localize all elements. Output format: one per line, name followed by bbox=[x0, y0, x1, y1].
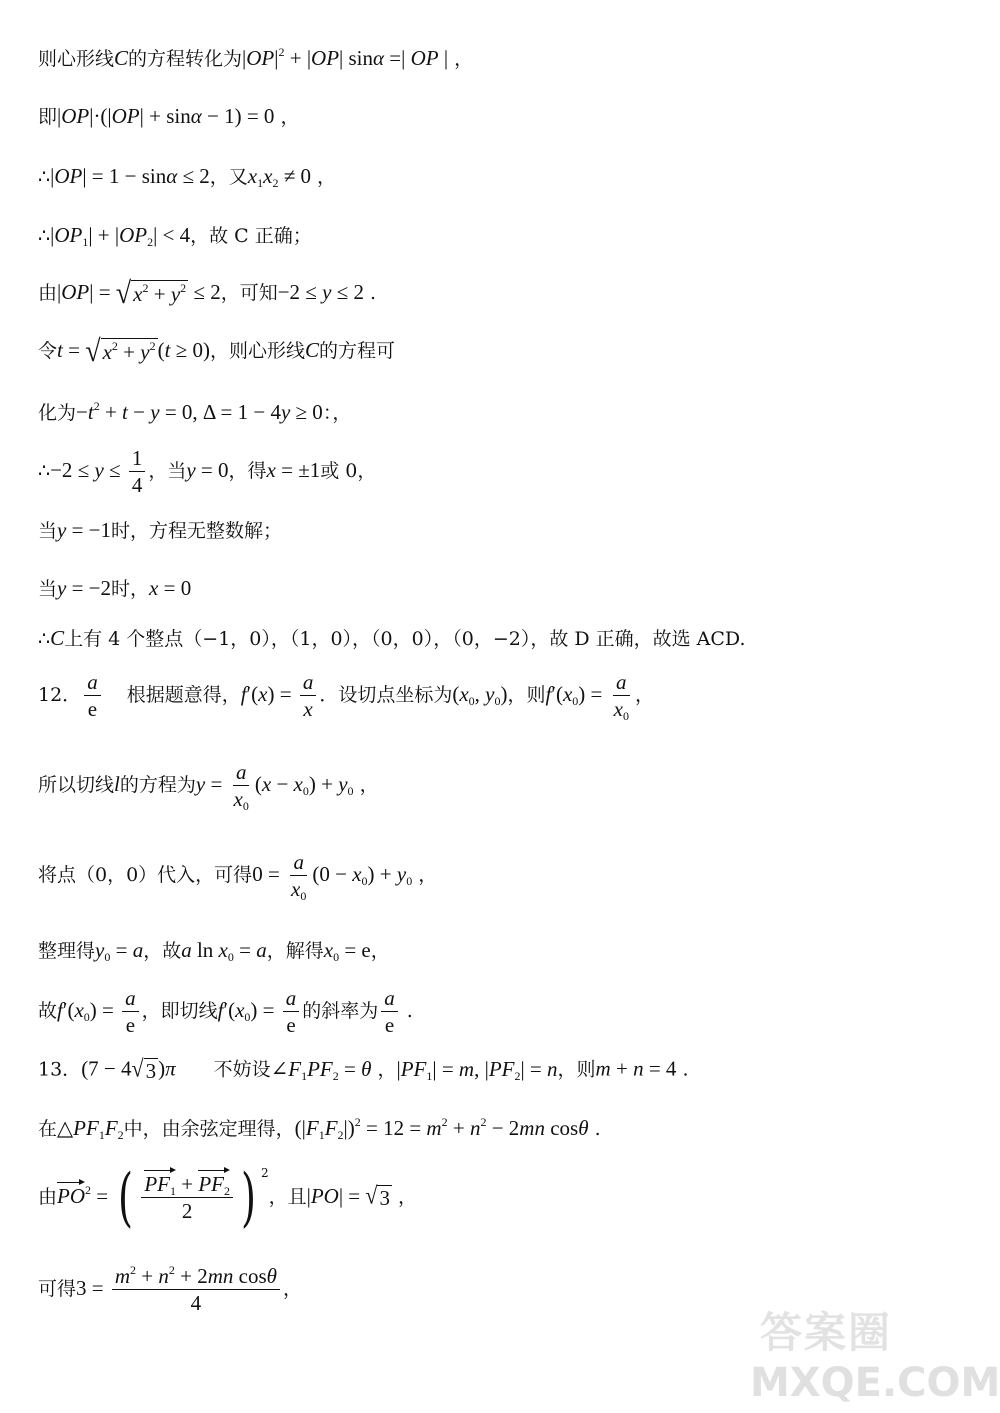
line-1: 则心形线C的方程转化为$|OP|^2 + |OP|$ sinα =| OP | ， bbox=[38, 45, 474, 70]
line-11: ∴C上有 4 个整点（−1，0），（1，0），（0，0），（0，−2），故 D 正确，故选 ACD. bbox=[38, 626, 746, 650]
line-16: 故$f'(x_0)$ = $\frac{a}{e}$ ，即切线$f'(x_0)$ = $\frac{a}{e}$ 的斜率为 $\frac{a}{e}$ . bbox=[38, 986, 413, 1037]
watermark-url: MXQE.COM bbox=[750, 1360, 1000, 1406]
line-19: 由$PO^2$ = ( $\frac{PF_1 + PF_2}{2}$ ) $^2$，且|PO| = √ 3 ， bbox=[38, 1161, 418, 1235]
line-8: ∴−2 ≤ y ≤ $\frac{1}{4}$ ，当y = 0，得x = ±1或 0， bbox=[38, 446, 377, 497]
line-5: 由|OP| = √ $x^2 + y^2$ ≤ 2，可知−2 ≤ y ≤ 2 . bbox=[38, 276, 377, 311]
line-17: 13．(7 − 4 √ 3 )π 不妨设$\angle F_1PF_2 = \theta$ ，$|PF_1| = m$, $|PF_2| = n$，则m + n = 4 . bbox=[38, 1054, 689, 1083]
line-3: ∴|OP| = 1 − sinα ≤ 2，又$x_1x_2 \ne 0$ ， bbox=[38, 164, 337, 190]
line-18: 在$\triangle PF_1F_2$中，由余弦定理得，$(|F_1F_2|)^2 = 12 = m^2 + n^2 - 2mn$ cosθ . bbox=[38, 1115, 601, 1142]
line-4: $\therefore|OP_1| + |OP_2| < 4$，故 C 正确； bbox=[38, 223, 312, 249]
line-13: 所以切线l的方程为y = $\frac{a}{x_0}$ $(x - x_0) + y_0$ ， bbox=[38, 760, 379, 813]
line-9: 当y = −1时，方程无整数解； bbox=[38, 518, 283, 542]
line-20: 可得3 = $\frac{m^2 + n^2 + 2mn \cos\theta}{4}$ ， bbox=[38, 1263, 302, 1315]
line-14: 将点（0，0）代入，可得0 = $\frac{a}{x_0}$ $(0 - x_0) + y_0$ ， bbox=[38, 850, 438, 903]
watermark bbox=[700, 1300, 1000, 1413]
watermark-logo-text: 答案圈 bbox=[760, 1308, 893, 1357]
line-6: 令t = √ $x^2 + y^2$ (t ≥ 0)，则心形线C的方程可 bbox=[38, 334, 395, 369]
line-15: 整理得$y_0 = a$，故a $\ln x_0 = a$，解得$x_0 = e$， bbox=[38, 938, 390, 964]
line-12: 12． $\frac{a}{e}$ 根据题意得，f′(x) = $\frac{a}{x}$ ．设切点坐标为($x_0$, $y_0$)，则$f'(x_0)$ = $\frac{a}{x_0}$ ， bbox=[38, 670, 654, 723]
line-2: 即|OP|·(|OP| + sinα − 1) = 0 ， bbox=[38, 104, 300, 128]
line-10: 当y = −2时，x = 0 bbox=[38, 576, 192, 600]
line-7: 化为$-t^2 + t - y = 0$, Δ = 1 − 4y ≥ 0：， bbox=[38, 399, 352, 424]
